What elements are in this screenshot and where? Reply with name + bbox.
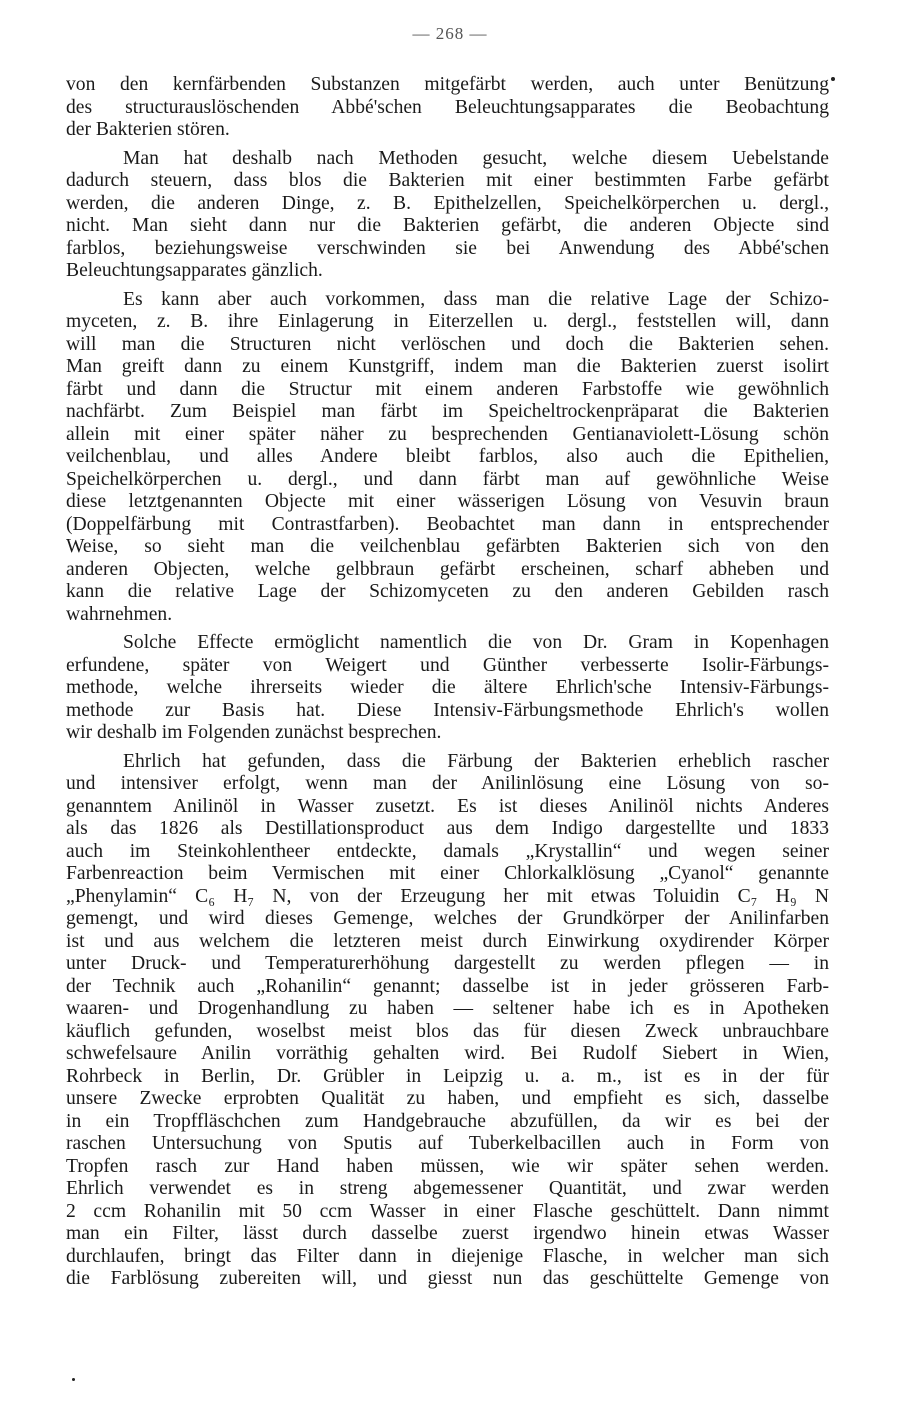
text-line: (Doppelfärbung mit Contrastfarben). Beobachtet man dann in entsprechender [66,513,829,535]
text-line: Ehrlich verwendet es in streng abgemessener Quantität, und zwar werden [66,1178,829,1199]
text-line: 2 ccm Rohanilin mit 50 ccm Wasser in einer Flasche geschüttelt. Dann nimmt [66,1200,829,1222]
text-line: nachfärbt. Zum Beispiel man färbt im Speicheltrockenpräparat die Bakterien [66,401,829,422]
text-line: diese letztgenannten Objecte mit einer wässerigen Lösung von Vesuvin braun [66,491,829,512]
text-line: nicht. Man sieht dann nur die Bakterien gefärbt, die anderen Objecte sind [66,215,829,236]
paragraph [66,632,829,745]
text-line: methode, welche ihrerseits wieder die ältere Ehrlich'sche Intensiv-Färbungs- [66,677,829,698]
text-line: Weise, so sieht man die veilchenblau gefärbten Bakterien sich von den [66,536,829,557]
text-line: des structurauslöschenden Abbé'schen Beleuchtungsapparates die Beobachtung [66,96,829,118]
text-line: Solche Effecte ermöglicht namentlich die von Dr. Gram in Kopenhagen [123,632,829,653]
text-line: will man die Structuren nicht verlöschen und doch die Bakterien sehen. [66,333,829,355]
text-line: unsere Zwecke erprobten Qualität zu haben, und empfieht es sich, dasselbe [66,1088,829,1109]
text-line: wahrnehmen. [66,603,173,625]
text-line: myceten, z. B. ihre Einlagerung in Eiterzellen u. dergl., feststellen will, dann [66,311,829,332]
text-line: Man hat deshalb nach Methoden gesucht, welche diesem Uebelstande [123,147,829,169]
text-line: erfundene, später von Weigert und Günther verbesserte Isolir-Färbungs- [66,654,829,676]
body-text [66,74,829,1291]
text-line: und intensiver erfolgt, wenn man der Anilinlösung eine Lösung von so- [66,773,829,794]
ink-dot [72,1378,75,1381]
text-line: farblos, beziehungsweise verschwinden sie bei Anwendung des Abbé'schen [66,237,829,259]
text-line: methode zur Basis hat. Diese Intensiv-Färbungsmethode Ehrlich's wollen [66,699,829,721]
text-line: die Farblösung zubereiten will, und giesst nun das geschüttelte Gemenge von [66,1268,829,1289]
paragraph [66,751,829,1291]
text-line: Rohrbeck in Berlin, Dr. Grübler in Leipzig u. a. m., ist es in der für [66,1065,829,1087]
text-line: färbt und dann die Structur mit einem anderen Farbstoffe wie gewöhnlich [66,378,829,400]
text-line: kann die relative Lage der Schizomyceten zu den anderen Gebilden rasch [66,581,829,602]
text-line: wir deshalb im Folgenden zunächst besprechen. [66,722,442,743]
text-line: waaren- und Drogenhandlung zu haben — seltener habe ich es in Apotheken [66,998,829,1019]
text-line: veilchenblau, und alles Andere bleibt farblos, also auch die Epithelien, [66,446,829,467]
text-line: raschen Untersuchung von Sputis auf Tuberkelbacillen auch in Form von [66,1133,829,1154]
text-line: käuflich gefunden, woselbst meist blos das für diesen Zweck unbrauchbare [66,1020,829,1042]
page-number: — 268 — [412,24,488,43]
text-line: ist und aus welchem die letzteren meist durch Einwirkung oxydirender Körper [66,930,829,952]
text-line: unter Druck- und Temperaturerhöhung dargestellt zu werden pflegen — in [66,953,829,974]
text-line: dadurch steuern, dass blos die Bakterien mit einer bestimmten Farbe gefärbt [66,170,829,191]
text-line: Farbenreaction beim Vermischen mit einer Chlorkalklösung „Cyanol“ genannte [66,863,829,884]
text-line: gemengt, und wird dieses Gemenge, welches der Grundkörper der Anilinfarben [66,908,829,929]
paragraph [66,148,829,283]
text-line: Ehrlich hat gefunden, dass die Färbung der Bakterien erheblich rascher [123,750,829,772]
text-line: werden, die anderen Dinge, z. B. Epithelzellen, Speichelkörperchen u. dergl., [66,192,829,214]
paragraph [66,74,829,142]
text-line: Speichelkörperchen u. dergl., und dann färbt man auf gewöhnliche Weise [66,468,829,490]
text-line: allein mit einer später näher zu besprechenden Gentianaviolett-Lösung schön [66,423,829,445]
text-line: „Phenylamin“ C₆ H₇ N, von der Erzeugung her mit etwas Toluidin C₇ H₉ N [66,885,829,907]
text-line: auch im Steinkohlentheer entdeckte, damals „Krystallin“ und wegen seiner [66,840,829,862]
text-line: Es kann aber auch vorkommen, dass man die relative Lage der Schizo- [123,288,829,310]
text-line: Beleuchtungsapparates gänzlich. [66,260,323,281]
text-line: der Technik auch „Rohanilin“ genannt; dasselbe ist in jeder grösseren Farb- [66,975,829,997]
text-line: durchlaufen, bringt das Filter dann in diejenige Flasche, in welcher man sich [66,1245,829,1267]
text-line: in ein Tropffläschchen zum Handgebrauche abzufüllen, da wir es bei der [66,1110,829,1132]
text-line: von den kernfärbenden Substanzen mitgefärbt werden, auch unter Benützung [66,74,829,95]
ink-dot [831,77,835,81]
text-line: Man greift dann zu einem Kunstgriff, indem man die Bakterien zuerst isolirt [66,356,829,377]
text-line: Tropfen rasch zur Hand haben müssen, wie wir später sehen werden. [66,1155,829,1177]
text-line: man ein Filter, lässt durch dasselbe zuerst irgendwo hinein etwas Wasser [66,1223,829,1244]
paragraph [66,289,829,627]
text-line: genanntem Anilinöl in Wasser zusetzt. Es ist dieses Anilinöl nichts Anderes [66,795,829,817]
text-line: als das 1826 als Destillationsproduct aus dem Indigo dargestellte und 1833 [66,818,829,839]
text-line: schwefelsaure Anilin vorräthig gehalten wird. Bei Rudolf Siebert in Wien, [66,1043,829,1064]
text-line: der Bakterien stören. [66,119,230,140]
text-line: anderen Objecten, welche gelbbraun gefärbt erscheinen, scharf abheben und [66,558,829,580]
